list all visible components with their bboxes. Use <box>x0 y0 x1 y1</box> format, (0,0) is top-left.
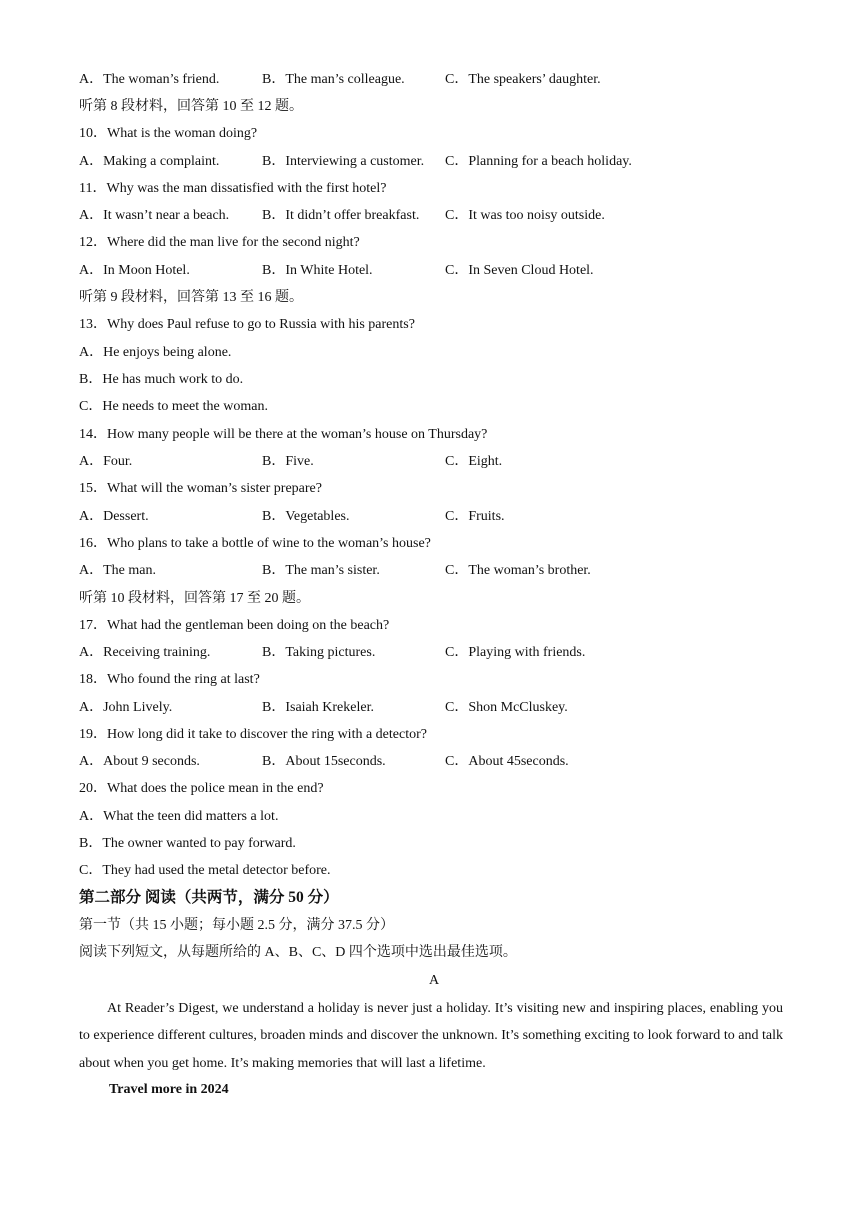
q10-option-c: C．Planning for a beach holiday. <box>445 154 632 169</box>
q13-option-a: A．He enjoys being alone. <box>79 345 232 360</box>
q15-option-a: A．Dessert. <box>79 509 149 524</box>
q20-question: 20．What does the police mean in the end? <box>79 781 324 796</box>
q9-option-b: B．The man’s colleague. <box>262 72 405 87</box>
passage-subheading: Travel more in 2024 <box>109 1082 229 1097</box>
reading-instructions: 阅读下列短文，从每题所给的 A、B、C、D 四个选项中选出最佳选项。 <box>79 945 517 960</box>
section1-title: 第一节（共 15 小题；每小题 2.5 分，满分 37.5 分） <box>79 918 394 933</box>
q20-option-b: B．The owner wanted to pay forward. <box>79 836 296 851</box>
q16-option-a: A．The man. <box>79 563 156 578</box>
q15-question: 15．What will the woman’s sister prepare? <box>79 481 322 496</box>
q10-option-b: B．Interviewing a customer. <box>262 154 425 169</box>
q13-option-b: B．He has much work to do. <box>79 372 244 387</box>
q17-option-a: A．Receiving training. <box>79 645 211 660</box>
passage-paragraph: At Reader’s Digest, we understand a holiday is never just a holiday. It’s visiting new and inspiring places, enabling you to experience different cultures, broaden minds and discover the unknown. It’s something exciting to look forward to and talk about when you get home. It’s making memories that will last a lifetime. <box>79 1001 783 1071</box>
q12-option-a: A．In Moon Hotel. <box>79 263 190 278</box>
q14-question: 14．How many people will be there at the woman’s house on Thursday? <box>79 427 488 442</box>
q11-option-b: B．It didn’t offer breakfast. <box>262 208 420 223</box>
q18-option-a: A．John Lively. <box>79 700 173 715</box>
passage9-intro: 听第 9 段材料，回答第 13 至 16 题。 <box>79 290 303 305</box>
q15-option-b: B．Vegetables. <box>262 509 350 524</box>
q14-option-c: C．Eight. <box>445 454 503 469</box>
q14-option-b: B．Five. <box>262 454 314 469</box>
q15-option-c: C．Fruits. <box>445 509 505 524</box>
q18-option-c: C．Shon McCluskey. <box>445 700 568 715</box>
q20-option-a: A．What the teen did matters a lot. <box>79 809 279 824</box>
passage8-intro: 听第 8 段材料，回答第 10 至 12 题。 <box>79 99 303 114</box>
q12-option-c: C．In Seven Cloud Hotel. <box>445 263 594 278</box>
q14-option-a: A．Four. <box>79 454 133 469</box>
q9-option-c: C．The speakers’ daughter. <box>445 72 601 87</box>
part2-title: 第二部分 阅读（共两节，满分 50 分） <box>79 889 339 906</box>
q16-question: 16．Who plans to take a bottle of wine to the woman’s house? <box>79 536 431 551</box>
q10-option-a: A．Making a complaint. <box>79 154 220 169</box>
q11-option-a: A．It wasn’t near a beach. <box>79 208 230 223</box>
q19-option-a: A．About 9 seconds. <box>79 754 200 769</box>
q18-option-b: B．Isaiah Krekeler. <box>262 700 374 715</box>
q12-option-b: B．In White Hotel. <box>262 263 373 278</box>
q17-option-b: B．Taking pictures. <box>262 645 376 660</box>
q19-question: 19．How long did it take to discover the ring with a detector? <box>79 727 427 742</box>
passage-label: A <box>428 973 440 988</box>
q13-option-c: C．He needs to meet the woman. <box>79 399 268 414</box>
q18-question: 18．Who found the ring at last? <box>79 672 260 687</box>
q19-option-c: C．About 45seconds. <box>445 754 569 769</box>
q12-question: 12．Where did the man live for the second night? <box>79 235 360 250</box>
q11-option-c: C．It was too noisy outside. <box>445 208 605 223</box>
q16-option-b: B．The man’s sister. <box>262 563 380 578</box>
q17-option-c: C．Playing with friends. <box>445 645 586 660</box>
q16-option-c: C．The woman’s brother. <box>445 563 591 578</box>
q19-option-b: B．About 15seconds. <box>262 754 386 769</box>
q20-option-c: C．They had used the metal detector before. <box>79 863 331 878</box>
q11-question: 11．Why was the man dissatisfied with the first hotel? <box>79 181 387 196</box>
q10-question: 10．What is the woman doing? <box>79 126 258 141</box>
q13-question: 13．Why does Paul refuse to go to Russia with his parents? <box>79 317 415 332</box>
q17-question: 17．What had the gentleman been doing on the beach? <box>79 618 390 633</box>
q9-option-a: A．The woman’s friend. <box>79 72 220 87</box>
passage10-intro: 听第 10 段材料，回答第 17 至 20 题。 <box>79 591 310 606</box>
